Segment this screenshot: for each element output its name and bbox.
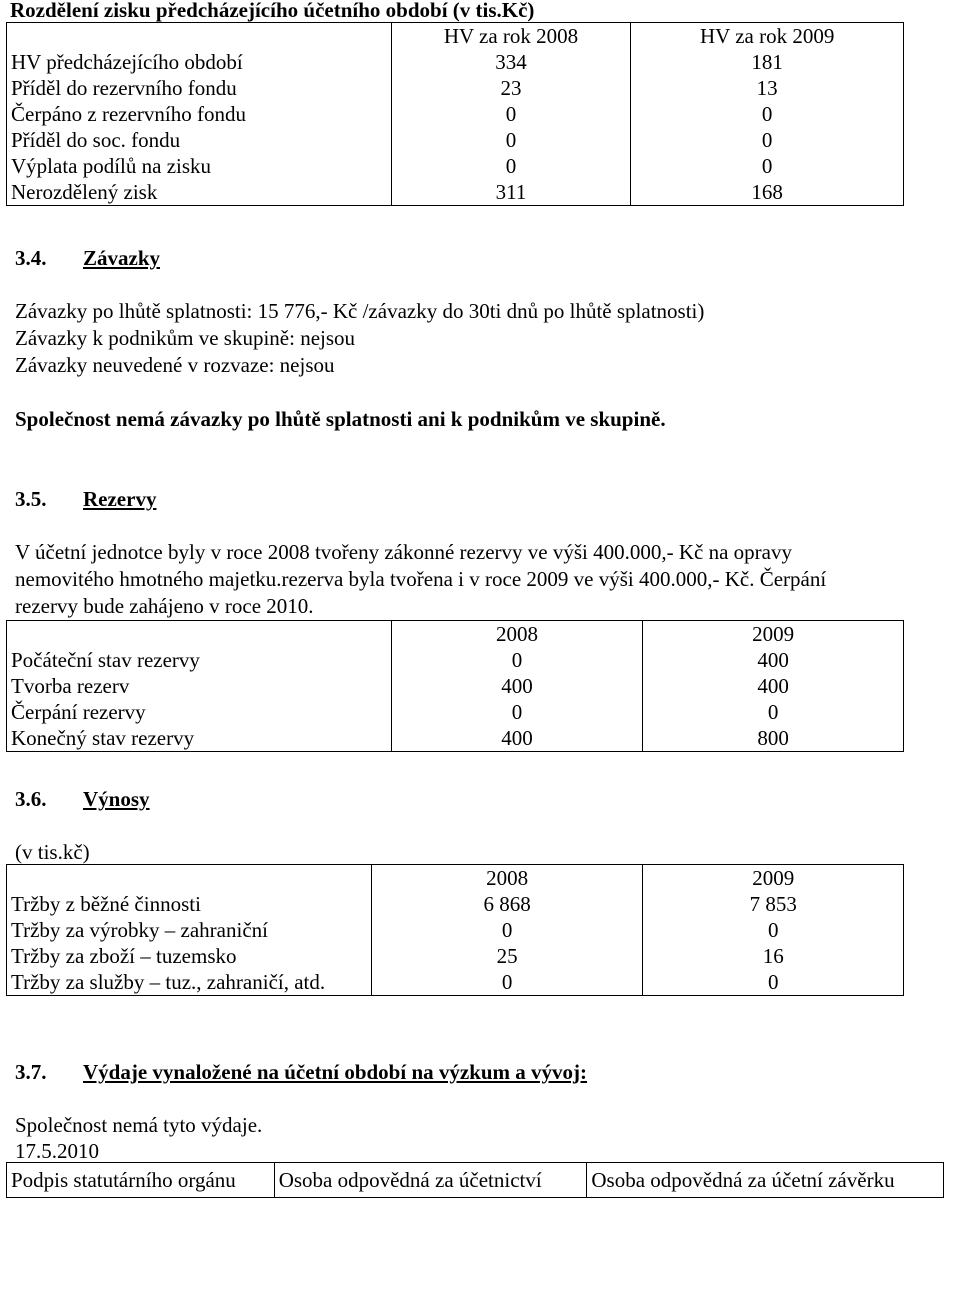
paragraph-line: Závazky po lhůtě splatnosti: 15 776,- Kč /závazky do 30ti dnů po lhůtě splatnosti) bbox=[15, 299, 705, 323]
section-34-heading bbox=[15, 245, 161, 271]
paragraph-line: Závazky k podnikům ve skupině: nejsou bbox=[15, 326, 356, 350]
section-title: Výdaje vynaložené na účetní období na výzkum a vývoj: bbox=[83, 1060, 588, 1084]
table-cell: Tržby za výrobky – zahraniční bbox=[11, 918, 268, 942]
table-row bbox=[7, 179, 904, 206]
paragraph-line: nemovitého hmotného majetku.rezerva byla tvořena i v roce 2009 ve výši 400.000,- Kč. Čerpání bbox=[15, 567, 827, 591]
table-row bbox=[7, 101, 904, 127]
section-title: Rezervy bbox=[83, 487, 157, 511]
table-header-cell: 2008 bbox=[371, 865, 643, 892]
table-header-row bbox=[7, 23, 904, 50]
table-cell: 16 bbox=[643, 943, 904, 969]
signature-cell: Osoba odpovědná za účetní závěrku bbox=[587, 1163, 944, 1198]
table-cell: 13 bbox=[631, 75, 904, 101]
section-37-heading bbox=[15, 1059, 588, 1085]
table-cell: 23 bbox=[391, 75, 631, 101]
signature-cell: Osoba odpovědná za účetnictví bbox=[274, 1163, 587, 1198]
table-cell bbox=[7, 621, 392, 648]
table-cell: 181 bbox=[631, 49, 904, 75]
paragraph-line: V účetní jednotce byly v roce 2008 tvořeny zákonné rezervy ve výši 400.000,- Kč na opravy bbox=[15, 540, 792, 564]
paragraph-line: Závazky neuvedené v rozvaze: nejsou bbox=[15, 353, 335, 377]
paragraph-line: rezervy bude zahájeno v roce 2010. bbox=[15, 594, 314, 618]
section-title: Výnosy bbox=[83, 787, 150, 811]
table-cell: Příděl do rezervního fondu bbox=[11, 76, 237, 100]
table-cell: HV předcházejícího období bbox=[11, 50, 243, 74]
table-row bbox=[7, 725, 904, 752]
table-cell bbox=[7, 23, 392, 50]
section-36-heading bbox=[15, 786, 150, 812]
table-row bbox=[7, 917, 904, 943]
table-cell: 0 bbox=[391, 127, 631, 153]
table-cell: Tržby za služby – tuz., zahraničí, atd. bbox=[11, 970, 326, 994]
revenue-table bbox=[6, 864, 904, 996]
table-cell: 311 bbox=[391, 179, 631, 206]
table-cell: 0 bbox=[631, 127, 904, 153]
table-cell: 400 bbox=[643, 647, 904, 673]
table-cell: 0 bbox=[631, 153, 904, 179]
table-row bbox=[7, 673, 904, 699]
table-cell bbox=[7, 865, 372, 892]
table-cell: 0 bbox=[631, 101, 904, 127]
section-number: 3.4. bbox=[15, 246, 47, 270]
section-title: Závazky bbox=[83, 246, 161, 270]
section-number: 3.6. bbox=[15, 787, 47, 811]
table-header-cell: 2009 bbox=[643, 621, 904, 648]
table-cell: Nerozdělený zisk bbox=[11, 180, 158, 204]
table-cell: 6 868 bbox=[371, 891, 643, 917]
table-header-cell: 2009 bbox=[643, 865, 904, 892]
table-cell: Konečný stav rezervy bbox=[11, 726, 195, 750]
table-cell: 0 bbox=[371, 969, 643, 996]
table-cell: 0 bbox=[643, 917, 904, 943]
table-cell: 800 bbox=[643, 725, 904, 752]
table-cell: Tvorba rezerv bbox=[11, 674, 130, 698]
table-cell: 0 bbox=[643, 969, 904, 996]
table-cell: Čerpáno z rezervního fondu bbox=[11, 102, 246, 126]
table-cell: 0 bbox=[643, 699, 904, 725]
table-row bbox=[7, 49, 904, 75]
table-row bbox=[7, 153, 904, 179]
section-number: 3.7. bbox=[15, 1060, 47, 1084]
table-cell: 0 bbox=[371, 917, 643, 943]
table-cell: 0 bbox=[391, 699, 643, 725]
table-cell: Čerpání rezervy bbox=[11, 700, 146, 724]
table-cell: Tržby za zboží – tuzemsko bbox=[11, 944, 237, 968]
table-row bbox=[7, 647, 904, 673]
table-cell: Výplata podílů na zisku bbox=[11, 154, 212, 178]
table-row bbox=[7, 1163, 944, 1198]
table-cell: 0 bbox=[391, 647, 643, 673]
table-header-cell: 2008 bbox=[391, 621, 643, 648]
table-cell: 334 bbox=[391, 49, 631, 75]
section-number: 3.5. bbox=[15, 487, 47, 511]
table-cell: 0 bbox=[391, 101, 631, 127]
table-cell: 7 853 bbox=[643, 891, 904, 917]
paragraph-line: Společnost nemá tyto výdaje. bbox=[15, 1113, 263, 1137]
table-cell: Počáteční stav rezervy bbox=[11, 648, 200, 672]
profit-distribution-table bbox=[6, 22, 904, 206]
table-row bbox=[7, 699, 904, 725]
section-35-heading bbox=[15, 486, 157, 512]
table-row bbox=[7, 969, 904, 996]
table-header-row bbox=[7, 865, 904, 892]
profit-table-title: Rozdělení zisku předcházejícího účetního období (v tis.Kč) bbox=[10, 0, 535, 22]
table-cell: 168 bbox=[631, 179, 904, 206]
table-row bbox=[7, 891, 904, 917]
table-header-row bbox=[7, 621, 904, 648]
document-date: 17.5.2010 bbox=[15, 1139, 99, 1163]
table-cell: 400 bbox=[391, 673, 643, 699]
reserves-table bbox=[6, 620, 904, 752]
table-cell: 400 bbox=[391, 725, 643, 752]
table-cell: 25 bbox=[371, 943, 643, 969]
table-header-cell: HV za rok 2009 bbox=[631, 23, 904, 50]
table-row bbox=[7, 127, 904, 153]
table-cell: Tržby z běžné činnosti bbox=[11, 892, 201, 916]
signature-cell: Podpis statutárního orgánu bbox=[7, 1163, 275, 1198]
table-cell: 400 bbox=[643, 673, 904, 699]
signature-table bbox=[6, 1162, 944, 1198]
unit-label: (v tis.kč) bbox=[15, 840, 90, 864]
bold-note: Společnost nemá závazky po lhůtě splatnosti ani k podnikům ve skupině. bbox=[15, 407, 666, 431]
table-cell: 0 bbox=[391, 153, 631, 179]
table-row bbox=[7, 75, 904, 101]
table-header-cell: HV za rok 2008 bbox=[391, 23, 631, 50]
table-row bbox=[7, 943, 904, 969]
table-cell: Příděl do soc. fondu bbox=[11, 128, 181, 152]
